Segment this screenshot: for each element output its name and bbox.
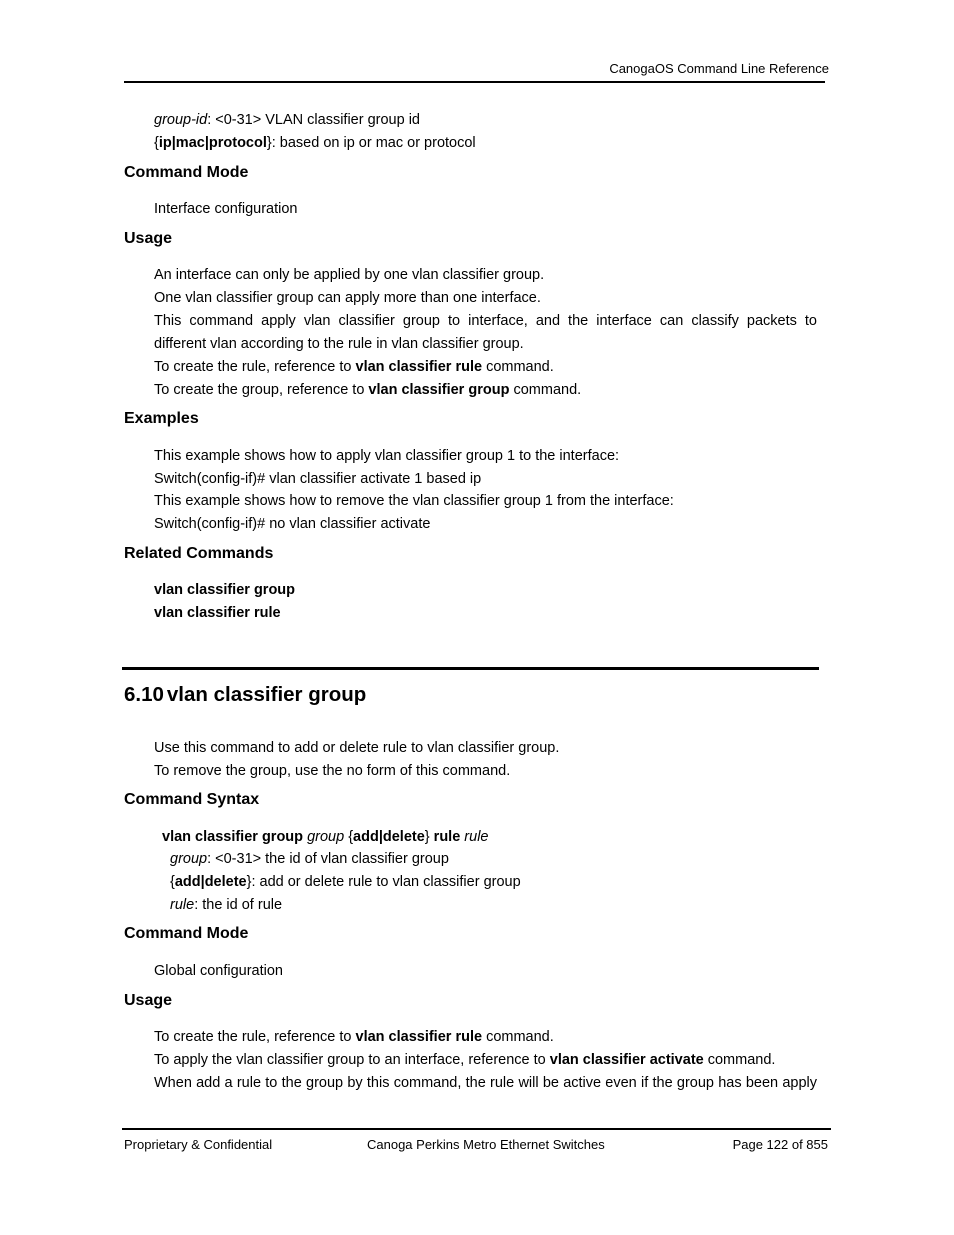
brace-open: {	[154, 135, 159, 151]
option-ip: ip	[158, 135, 172, 151]
param-desc: : based on ip or mac or protocol	[271, 135, 476, 151]
command-syntax-heading: Command Syntax	[124, 791, 260, 808]
related-command	[154, 579, 295, 602]
usage-text: command.	[703, 1052, 776, 1068]
command-reference: vlan classifier rule	[355, 359, 483, 375]
section-number: 6.10	[124, 683, 164, 706]
footer-page-number: Page 122 of 855	[732, 1137, 828, 1152]
related-command	[154, 602, 281, 625]
usage-line: When add a rule to the group by this command, the rule will be active even if the group has been apply	[154, 1075, 817, 1091]
usage-line	[154, 1049, 775, 1072]
related-command-label: vlan classifier rule	[154, 605, 281, 621]
example-command: Switch(config-if)# vlan classifier activate 1 based ip	[154, 471, 482, 487]
syntax-arg: group	[307, 829, 345, 845]
command-mode-text: Global configuration	[154, 963, 283, 979]
related-command-label: vlan classifier group	[154, 582, 296, 598]
usage-text: command.	[482, 359, 554, 375]
command-reference: vlan classifier rule	[355, 1029, 483, 1045]
usage-text: To create the group, reference to	[154, 382, 369, 398]
param-desc: : add or delete rule to vlan classifier group	[251, 874, 521, 890]
related-commands-heading: Related Commands	[124, 545, 274, 562]
syntax-option: delete	[382, 829, 425, 845]
param-option: add	[174, 874, 201, 890]
usage-line	[154, 356, 554, 379]
usage-text: To create the rule, reference to	[154, 1029, 356, 1045]
param-rule	[170, 894, 282, 917]
option-separator: |	[200, 874, 205, 890]
command-mode-text: Interface configuration	[154, 201, 298, 217]
brace-close: }	[266, 135, 272, 151]
option-mac: mac	[175, 135, 205, 151]
option-separator: |	[204, 135, 209, 151]
param-option: delete	[204, 874, 247, 890]
command-mode-heading: Command Mode	[124, 925, 249, 942]
section-title-text: vlan classifier group	[166, 683, 367, 706]
footer-center: Canoga Perkins Metro Ethernet Switches	[367, 1137, 605, 1152]
footer-rule	[122, 1128, 831, 1130]
usage-text: To apply the vlan classifier group to an interface, reference to	[154, 1052, 550, 1068]
param-desc: : the id of rule	[194, 897, 283, 913]
syntax-option: add	[353, 829, 379, 845]
param-group	[170, 848, 449, 871]
param-kind	[154, 132, 476, 155]
usage-line	[154, 379, 581, 402]
param-name: group	[170, 851, 208, 867]
usage-line: An interface can only be applied by one vlan classifier group.	[154, 267, 545, 283]
running-header-title: CanogaOS Command Line Reference	[609, 61, 829, 76]
footer-left: Proprietary & Confidential	[124, 1137, 273, 1152]
command-mode-heading: Command Mode	[124, 164, 249, 181]
brace-close: }	[246, 874, 252, 890]
usage-text: To create the rule, reference to	[154, 359, 356, 375]
brace-open: {	[348, 829, 354, 845]
option-separator: |	[171, 135, 176, 151]
section-title	[124, 683, 366, 707]
brace-open: {	[170, 874, 175, 890]
usage-line	[154, 1026, 554, 1049]
param-name: rule	[170, 897, 195, 913]
param-group-id	[154, 109, 420, 132]
header-rule	[124, 81, 825, 83]
usage-text: command.	[482, 1029, 554, 1045]
usage-heading: Usage	[124, 230, 173, 247]
command-syntax	[162, 826, 488, 849]
param-add-delete	[170, 871, 521, 894]
brace-close: }	[424, 829, 430, 845]
syntax-keyword: rule	[433, 829, 461, 845]
example-line: This example shows how to remove the vlan classifier group 1 from the interface:	[154, 493, 674, 509]
syntax-arg: rule	[464, 829, 489, 845]
usage-heading: Usage	[124, 992, 173, 1009]
examples-heading: Examples	[124, 410, 199, 427]
option-protocol: protocol	[208, 135, 267, 151]
usage-line: This command apply vlan classifier group to interface, and the interface can classify packets to	[154, 313, 817, 329]
param-name: group-id	[154, 112, 208, 128]
option-separator: |	[378, 829, 383, 845]
param-desc: : <0-31> VLAN classifier group id	[207, 112, 420, 128]
usage-line: One vlan classifier group can apply more than one interface.	[154, 290, 541, 306]
command-reference: vlan classifier activate	[549, 1052, 704, 1068]
usage-line: different vlan according to the rule in vlan classifier group.	[154, 336, 524, 352]
usage-text: command.	[509, 382, 582, 398]
syntax-command: vlan classifier group	[162, 829, 304, 845]
param-desc: : <0-31> the id of vlan classifier group	[207, 851, 449, 867]
intro-line: To remove the group, use the no form of this command.	[154, 763, 511, 779]
command-reference: vlan classifier group	[368, 382, 510, 398]
example-command: Switch(config-if)# no vlan classifier activate	[154, 516, 431, 532]
example-line: This example shows how to apply vlan classifier group 1 to the interface:	[154, 448, 620, 464]
section-rule	[122, 667, 819, 670]
intro-line: Use this command to add or delete rule to vlan classifier group.	[154, 740, 560, 756]
